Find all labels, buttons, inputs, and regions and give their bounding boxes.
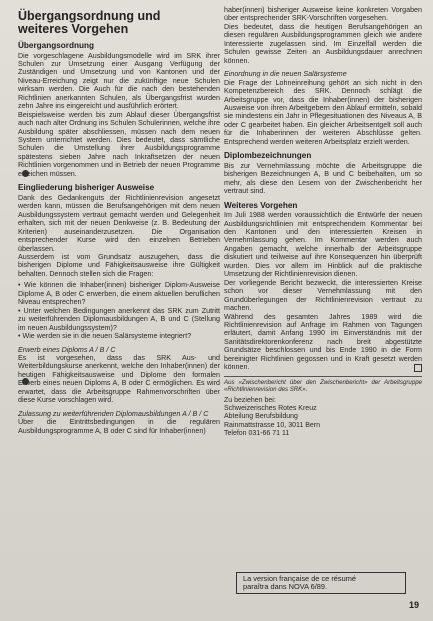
list-item: • Unter welchen Bedingungen anerkennt das SRK zum Zutritt zu weiterführenden Diplomausbildungen A, B und C (Stellung im neuen Ausbildungssystem)? xyxy=(18,306,220,332)
list-item: • Wie können die Inhaber(innen) bisheriger Diplom-Ausweise Diplome A, B oder C erwerben, die einem aktuellen beruflichen Niveau entsprechen? xyxy=(18,281,220,307)
paragraph: Bis zur Vernehmlassung möchte die Arbeitsgruppe die bisherigen Bezeichnungen A, B und C beibehalten, um so mehr, als diese den Lesern von der Zwischenbericht her vertraut sind. xyxy=(224,161,422,196)
paragraph: Die Frage der Lohneinreihung gehört an sich nicht in den Kompetenzbereich des SRK. Dennoch schlägt die Arbeitsgruppe vor, dass die Inhaber(innen) der bisherigen Ausweise von ihren Arbeitgebern den Ablauf ermitteln, sobald sie mindestens ein Jahr in Pflegesituationen des Niveaus A, B oder C gearbeitet haben. Ein gleicher Arbeitsentgelt soll auch für die Inhaberinnen der weiteren Abschlüsse gelten. Entsprechend werden weiteren Arbeitsplatz erzielt werden. xyxy=(224,78,422,146)
french-version-notice: La version française de ce résumé paraîtra dans NOVA 6/89. xyxy=(236,572,406,594)
paragraph: Dies bedeutet, dass die heutigen Berufsangehörigen an diesen regulären Ausbildungsprogrammen gleich wie andere Interessierte zugelassen sind. Im Einzelfall werden die Schulen gewisse Zeiten an Ausbildungsdauer anrechnen können. xyxy=(224,22,422,65)
order-address: Zu beziehen bei: Schweizerisches Rotes Kreuz Abteilung Berufsbildung Rainmattstrasse 10, 3011 Bern Telefon 031-66 71 11 xyxy=(224,397,320,437)
paragraph: Ausserdem ist vom Grundsatz auszugehen, dass die bisherigen Diplome und Fähigkeitsausweise ihre Gültigkeit behalten. Dennoch stellen sich die Fragen: xyxy=(18,252,220,278)
subsection-heading: Erwerb eines Diploms A / B / C xyxy=(18,345,116,354)
left-column xyxy=(18,6,220,435)
list-item: • Wie werden sie in die neuen Salärsysteme integriert? xyxy=(18,332,192,341)
paragraph: Während des gesamten Jahres 1989 wird die Richtlinienrevision auf Anfrage im Rahmen von Tagungen erläutert, damit Anfang 1990 im Einverständnis mit der Sanitätsdirektorenkonferenz nach breit abgestützte Grundsätze beschlossen und bis Ende 1990 in die Form bereinigter Richtlinien gegossen und in Kraft gesetzt werden können. xyxy=(224,312,422,372)
paragraph: Dank des Gedankenguts der Richtlinienrevision angesetzt werden kann, müssen die Berufsangehörigen mit dem neuen Ausbildungssystem vertraut gemacht werden und Gelegenheit erhalten, sich mit der neuen Denkweise (z. B. Bedeutung der Kriterien) auseinanderzusetzen. Die Organisation entsprechender Kurse wird den einzelnen Betrieben überlassen. xyxy=(18,193,220,253)
paragraph: Es ist vorgesehen, dass das SRK Aus- und Weiterbildungskurse anerkennt, welche den Inhaber(innen) der heutigen Fähigkeitsausweise und Diplome den formalen Erwerb eines neuen Diploms A, B oder C ermöglichen. Es wird erwartet, dass die Arbeitsgruppe Rahmenvorschriften über diese Kurse vorschlagen wird. xyxy=(18,353,220,405)
end-mark-icon xyxy=(414,364,422,372)
paragraph: Im Juli 1988 werden voraussichtlich die Entwürfe der neuen Ausbildungsrichtlinien mit entsprechendem Kommentar bei den Kantonen und den interessierten Kreisen in Vernehmlassung gehen. Im Kommentar werden auch Angaben gemacht, welche innerhalb der Arbeitsgruppe diskutiert und teilweise auf ihre Konsequenzen hin überprüft wurden. Dies vor allem im Hinblick auf die praktische Umsetzung der Richtlinienrevision dienen. xyxy=(224,211,422,279)
paragraph: Über die Eintrittsbedingungen in die regulären Ausbildungsprogramme A, B oder C sind für Inhaber(innen) xyxy=(18,418,220,435)
paragraph: Beispielsweise werden bis zum Ablauf dieser Übergangsfrist auch nach alter Ordnung ins Schulen Schulerinnen, welche ihre Ausbildung später abschliessen, müssen nach dem neuen System unterrichtet werden. Dies bedeutet, dass sämtliche Schulen die Umstellung ihrer Ausbildungsprogramme spätestens sieben Jahre nach Inkraftsetzen der neuen Richtlinien vorgenommen und in Betrieb der neuen Programme erreichen müssen. xyxy=(18,110,220,178)
footnote: Aus «Zwischenbericht über den Zwischenbericht» der Arbeitsgruppe «Richtlinienrevision des SRK». xyxy=(224,376,422,393)
right-column xyxy=(224,6,422,438)
section-heading: Übergangsordnung xyxy=(18,41,94,50)
subsection-heading: Einordnung in die neuen Salärsysteme xyxy=(224,70,347,79)
paragraph: Die vorgeschlagene Ausbildungsmodelle wird im SRK ihrer Schulen zur Umsetzung einer Ausgang Verfügung der Zuständigen und Umsetzung und von Kantonen und der Niveau-Erreichung zeigt nur die zukünftige neue Schulen wirksam werden. Die Auch für die nach den bestehenden Richtlinien anerkannten Schulen, als Übergangsfrist wurden zehn Jahre ins eingereicht und ausführlich erörtert. xyxy=(18,51,220,111)
section-heading: Eingliederung bisheriger Ausweise xyxy=(18,183,155,193)
article-title: Übergangsordnung und weiteres Vorgehen xyxy=(18,9,161,36)
question-list xyxy=(18,281,220,340)
section-heading: Weiteres Vorgehen xyxy=(224,200,298,210)
paragraph: Der vorliegende Bericht bezweckt, die interessierten Kreise schon vor dieser Vernehmlassung mit den Grundüberlegungen der Richtlinienrevision vertraut zu machen. xyxy=(224,278,422,313)
section-heading: Diplombezeichnungen xyxy=(224,151,312,161)
paragraph: haber(innen) bisheriger Ausweise keine konkreten Vorgaben über entsprechender SRK-Vorschriften vorgesehen. xyxy=(224,6,422,23)
page-number: 19 xyxy=(409,600,420,610)
subsection-heading: Zulassung zu weiterführenden Diplomausbildungen A / B / C xyxy=(18,409,209,418)
